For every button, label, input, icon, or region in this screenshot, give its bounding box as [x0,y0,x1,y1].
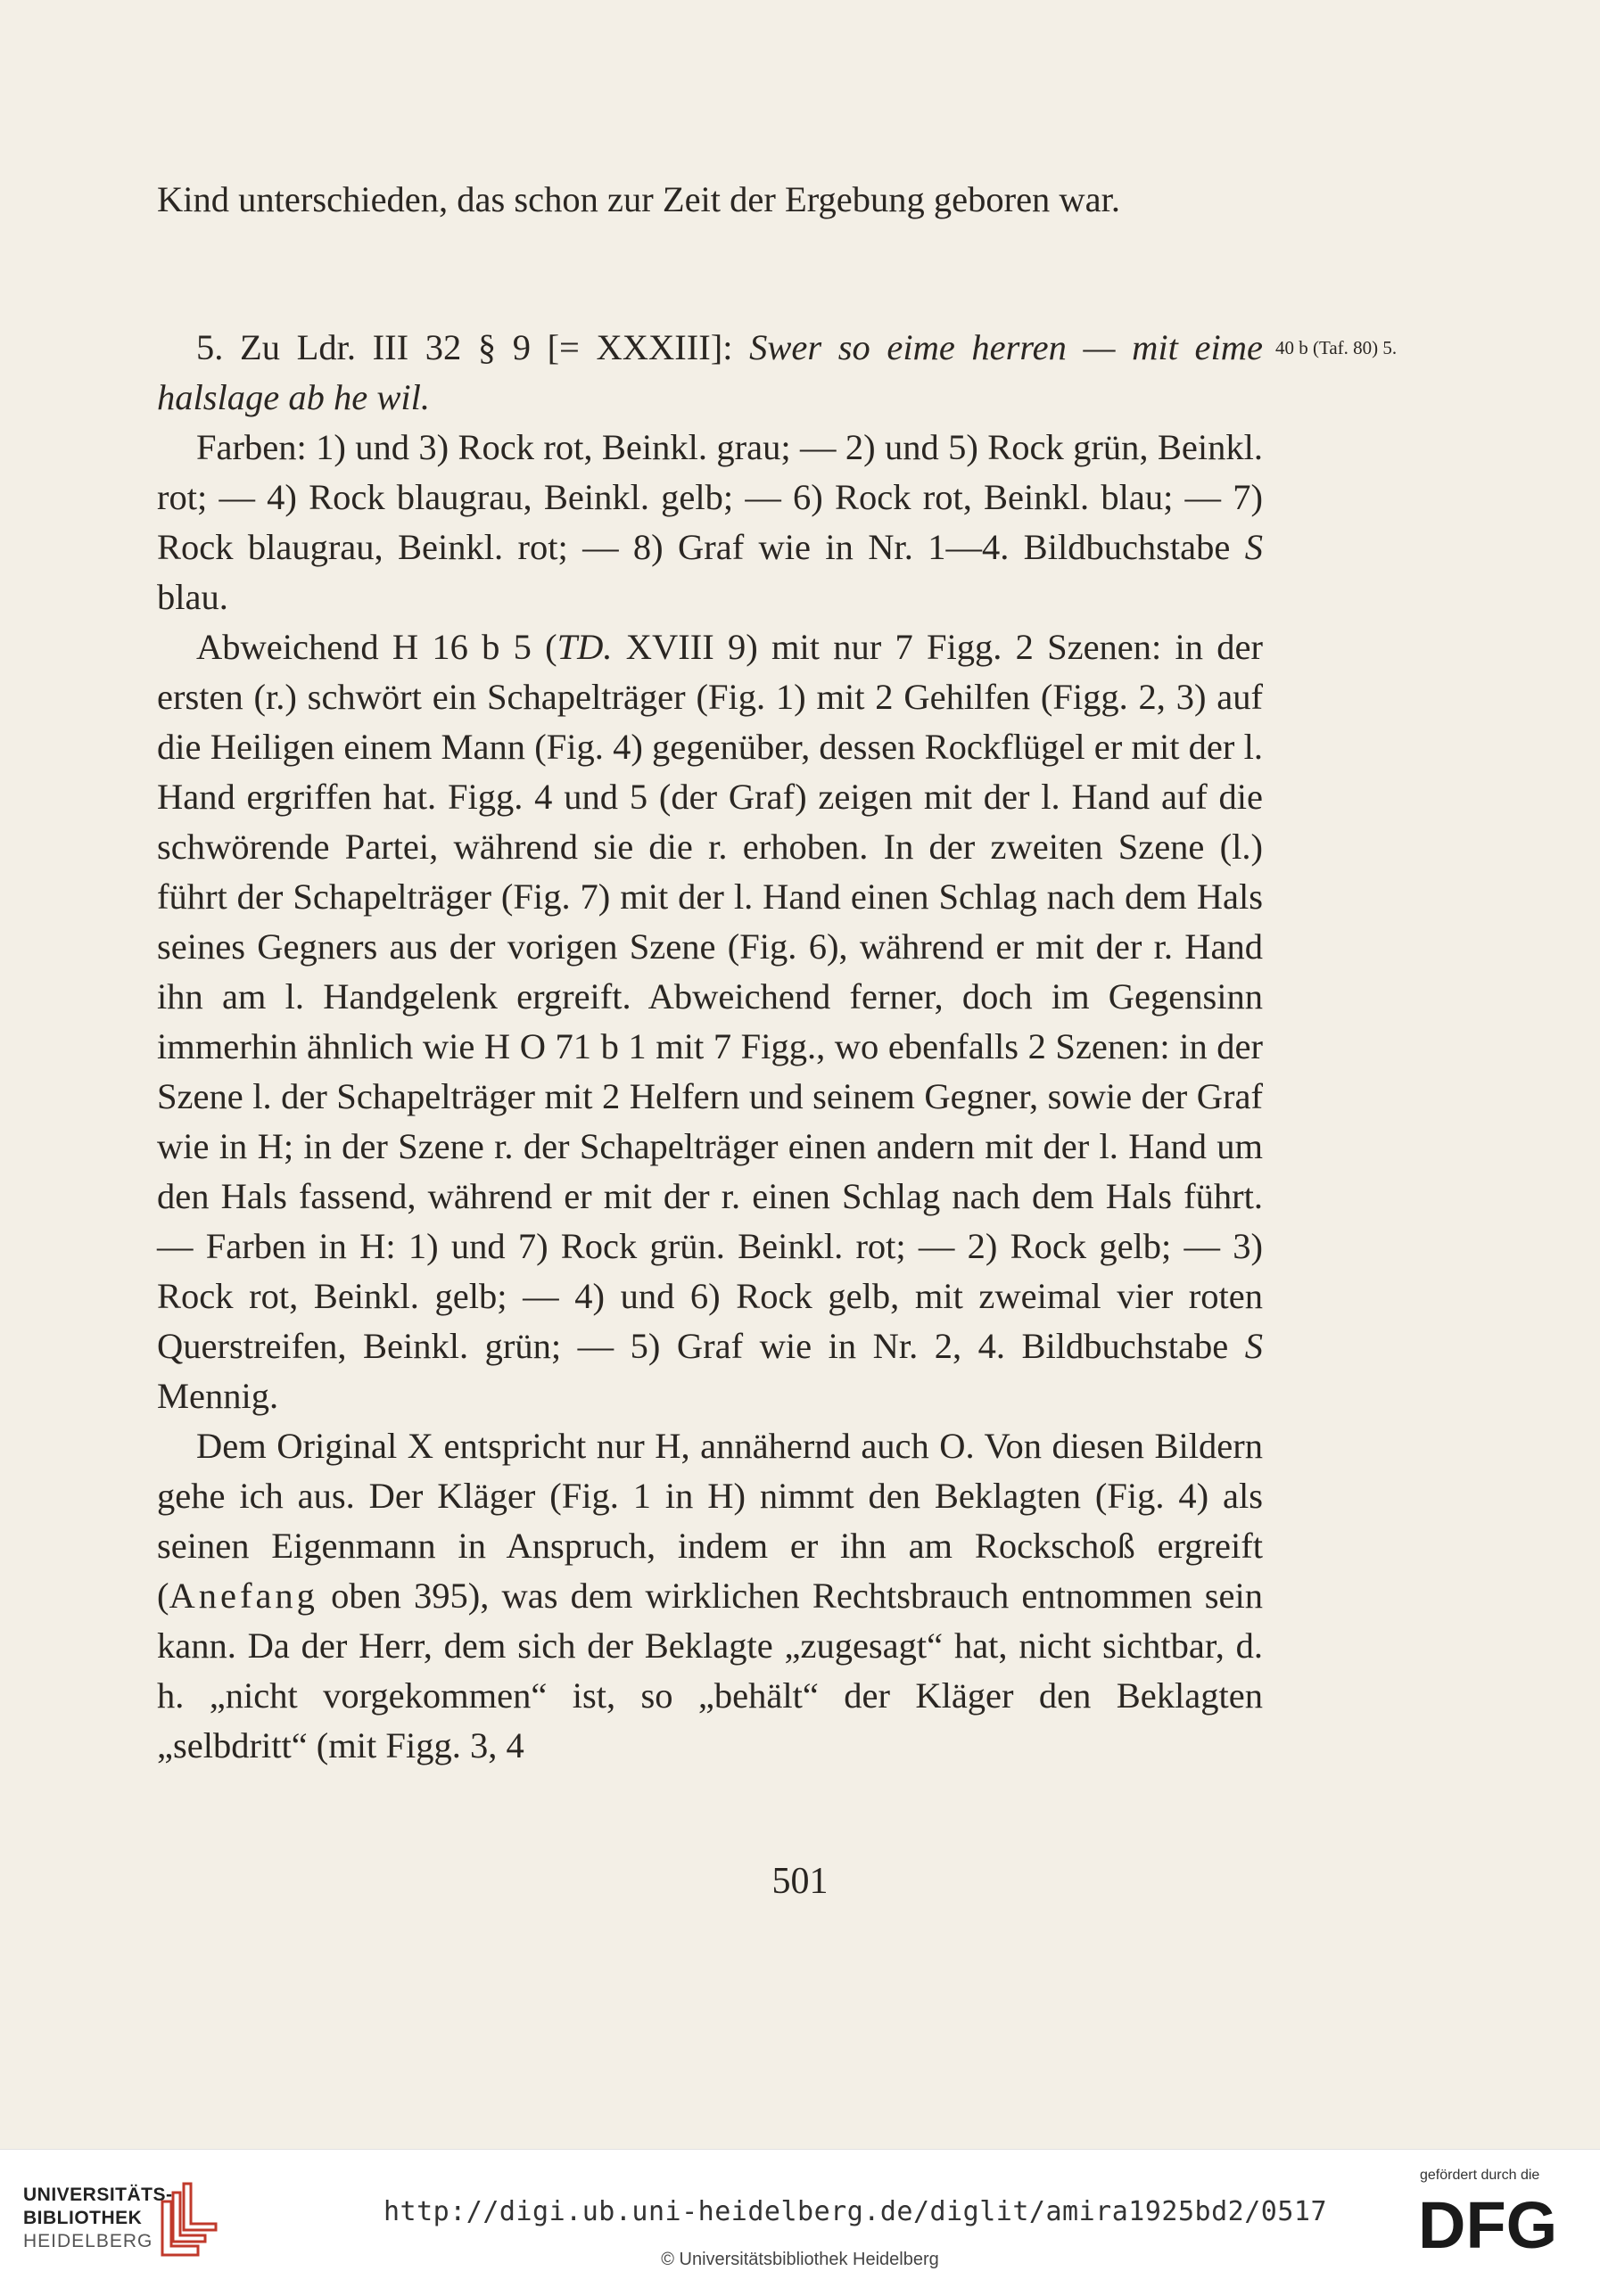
section-heading [157,323,1263,423]
paragraph-deviations: Abweichend H 16 b 5 (TD. XVIII 9) mit nur 7 Figg. 2 Szenen: in der ersten (r.) schwört ein Schapelträger (Fig. 1) mit 2 Gehilfen (Figg. 2, 3) auf die Heiligen einem Mann (Fig. 4) gegenüber, dessen Rockflügel er mit der l. Hand ergriffen hat. Figg. 4 und 5 (der Graf) zeigen mit der l. Hand auf die schwörende Partei, während sie die r. erhoben. In der zweiten Szene (l.) führt der Schapelträger (Fig. 7) mit der l. Hand einen Schlag nach dem Hals seines Gegners aus der vorigen Szene (Fig. 6), während er mit der r. Hand ihn am l. Handgelenk ergreift. Abweichend ferner, doch im Gegensinn immerhin ähnlich wie H O 71 b 1 mit 7 Figg., wo ebenfalls 2 Szenen: in der Szene l. der Schapelträger mit 2 Helfern und seinem Gegner, sowie der Graf wie in H; in der Szene r. der Schapelträger einen andern mit der l. Hand um den Hals fassend, während er mit der r. einen Schlag nach dem Hals führt. — Farben in H: 1) und 7) Rock grün. Beinkl. rot; — 2) Rock gelb; — 3) Rock rot, Beinkl. gelb; — 4) und 6) Rock gelb, mit zweimal vier roten Querstreifen, Beinkl. grün; — 5) Graf wie in Nr. 2, 4. Bildbuchstabe S Mennig. [157,627,1263,1416]
margin-note: 40 b (Taf. 80) 5. [1275,337,1398,358]
library-name: UNIVERSITÄTS- BIBLIOTHEK HEIDELBERG [23,2185,173,2251]
section-number: 5. [196,327,224,367]
paragraph-colors: Farben: 1) und 3) Rock rot, Beinkl. grau; — 2) und 5) Rock grün, Beinkl. rot; — 4) Rock blaugrau, Beinkl. gelb; — 6) Rock rot, Beinkl. blau; — 7) Rock blaugrau, Beinkl. rot; — 8) Graf wie in Nr. 1—4. Bildbuchstabe S blau. [157,427,1263,617]
intro-paragraph [157,175,1263,225]
dfg-logo-icon [1416,2187,1577,2259]
section-heading-prefix: Zu Ldr. III 32 § 9 [= XXXIII]: [240,327,733,367]
section-heading-quote: Swer so eime herren — mit eime halslage ab he wil. [157,327,1263,417]
section-5 [157,323,1263,1771]
copyright-notice: © Universitätsbibliothek Heidelberg [661,2250,939,2269]
footer-bar [0,2149,1600,2296]
intro-text: Kind unterschieden, das schon zur Zeit der Ergebung geboren war. [157,179,1121,219]
page-number: 501 [771,1861,829,1902]
permalink-url[interactable]: http://digi.ub.uni-heidelberg.de/diglit/amira1925bd2/0517 [384,2196,1328,2227]
svg-text:DFG: DFG [1418,2188,1558,2259]
funded-by-label: gefördert durch die [1420,2168,1540,2183]
paragraph-original: Dem Original X entspricht nur H, annähernd auch O. Von diesen Bildern gehe ich aus. Der Kläger (Fig. 1 in H) nimmt den Beklagten (Fig. 4) als seinen Eigenmann in Anspruch, indem er ihn am Rockschoß ergreift (Anefang oben 395), was dem wirklichen Rechtsbrauch entnommen sein kann. Da der Herr, dem sich der Beklagte „zugesagt“ hat, nicht sichtbar, d. h. „nicht vorgekommen“ ist, so „behält“ der Kläger den Beklagten „selbdritt“ (mit Figg. 3, 4 [157,1426,1263,1765]
